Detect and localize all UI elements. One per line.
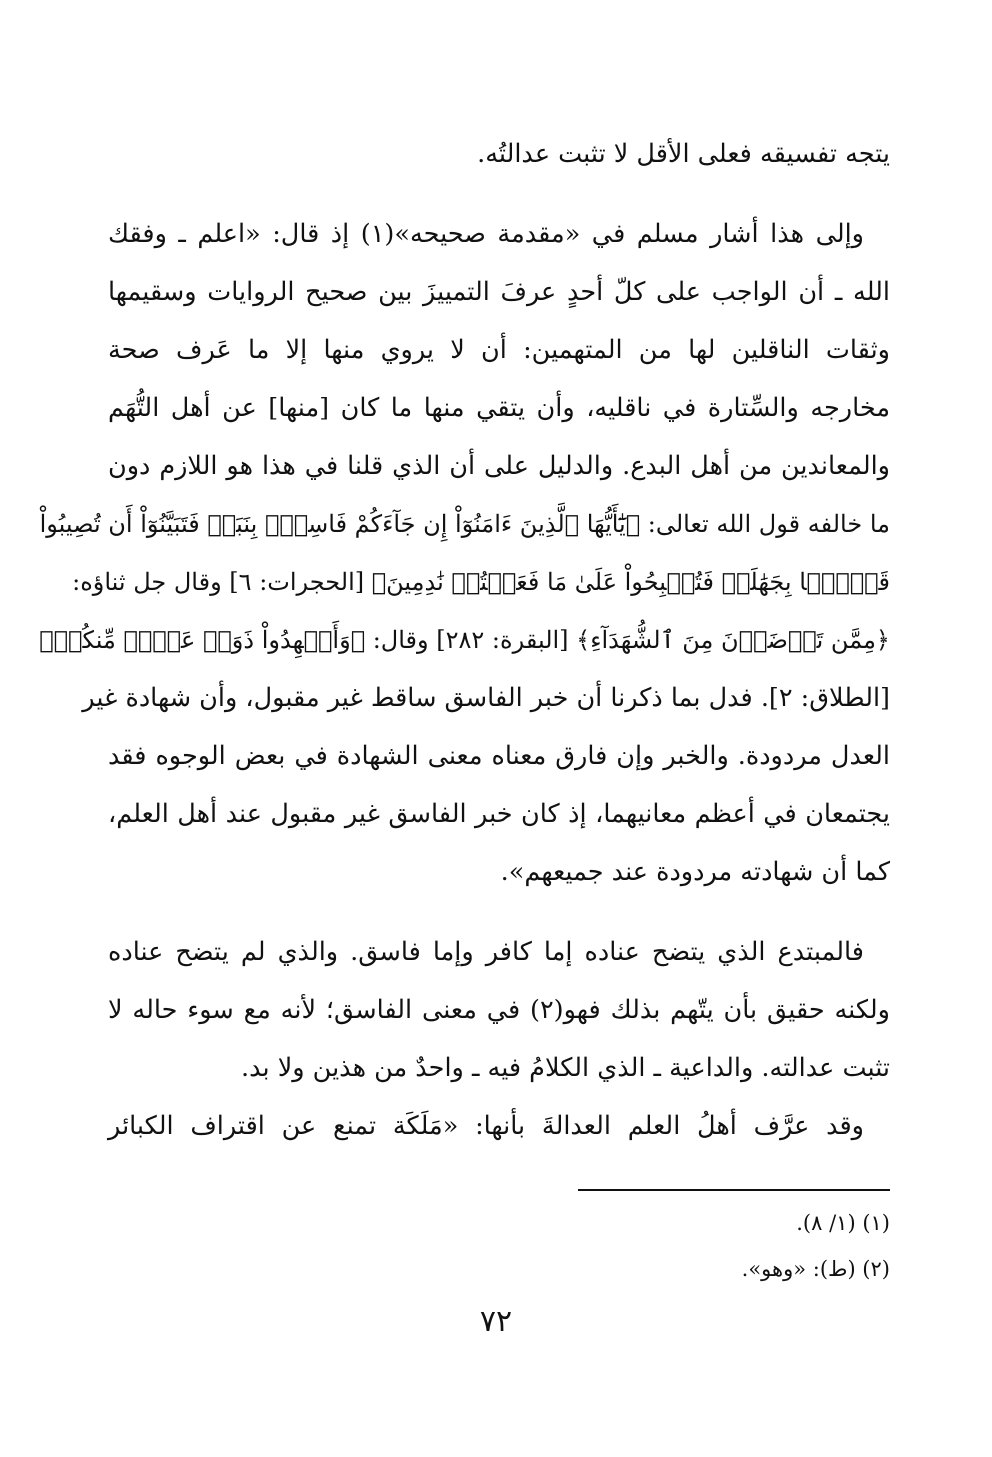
quran-verse-line: ما خالفه قول الله تعالى: ﴿يَٰٓأَيُّهَا ٱلَّذِينَ ءَامَنُوٓاْ إِن جَآءَكُمْ فَاسِقُۢ بِنَبَإٖ فَتَبَيَّنُوٓاْ أَن تُصِيبُواْ xyxy=(39,510,890,538)
footnotes xyxy=(500,1200,890,1292)
paragraph xyxy=(108,125,890,183)
text-line: تثبت عدالته. والداعية ـ الذي الكلامُ فيه ـ واحدٌ من هذين ولا بد. xyxy=(241,1053,890,1083)
footnote: (٢) (ط): «وهو». xyxy=(741,1257,890,1281)
text-line: ولكنه حقيق بأن يتّهم بذلك فهو(٢) في معنى الفاسق؛ لأنه مع سوء حاله لا xyxy=(108,995,891,1025)
text-line: وقد عرَّف أهلُ العلم العدالةَ بأنها: «مَلَكَة تمنع عن اقتراف الكبائر xyxy=(108,1111,864,1141)
text-line: [الطلاق: ٢]. فدل بما ذكرنا أن خبر الفاسق ساقط غير مقبول، وأن شهادة غير xyxy=(82,683,890,713)
footnote-separator xyxy=(578,1189,890,1191)
text-line: وثقات الناقلين لها من المتهمين: أن لا يروي منها إلا ما عَرف صحة xyxy=(108,335,890,365)
text-line: فالمبتدع الذي يتضح عناده إما كافر وإما فاسق. والذي لم يتضح عناده xyxy=(108,937,864,967)
text-line: مخارجه والسِّتارة في ناقليه، وأن يتقي منها ما كان [منها] عن أهل التُّهَم xyxy=(108,393,890,423)
text-line: الله ـ أن الواجب على كلّ أحدٍ عرفَ التمييزَ بين صحيح الروايات وسقيمها xyxy=(108,277,890,307)
page-number: ٧٢ xyxy=(479,1304,513,1339)
text-line: العدل مردودة. والخبر وإن فارق معناه معنى الشهادة في بعض الوجوه فقد xyxy=(108,741,890,771)
main-text xyxy=(39,125,891,1155)
text-line: يجتمعان في أعظم معانيهما، إذ كان خبر الفاسق غير مقبول عند أهل العلم، xyxy=(108,799,890,829)
text-line: كما أن شهادته مردودة عند جميعهم». xyxy=(500,857,890,887)
paragraph-gap xyxy=(108,901,890,923)
paragraph-gap xyxy=(108,183,890,205)
text-line: والمعاندين من أهل البدع. والدليل على أن الذي قلنا في هذا هو اللازم دون xyxy=(108,451,890,481)
text-line: وإلى هذا أشار مسلم في «مقدمة صحيحه»(١) إذ قال: «اعلم ـ وفقك xyxy=(108,219,864,249)
footnote: (١) (١/ ٨). xyxy=(796,1211,890,1235)
paragraph xyxy=(108,923,890,1097)
paragraph xyxy=(108,1097,890,1155)
text-line: يتجه تفسيقه فعلى الأقل لا تثبت عدالتُه. xyxy=(477,139,890,169)
quran-verse-line: قَوۡمَۢا بِجَهَٰلَةٖ فَتُصۡبِحُواْ عَلَىٰ مَا فَعَلۡتُمۡ نَٰدِمِينَ﴾ [الحجرات: ٦] وقال جل ثناؤه: xyxy=(72,568,890,596)
paragraph xyxy=(39,205,890,901)
quran-verse-line: ﴿مِمَّن تَرۡضَوۡنَ مِنَ ٱلشُّهَدَآءِ﴾ [البقرة: ٢٨٢] وقال: ﴿وَأَشۡهِدُواْ ذَوَيۡ عَدۡلٖ مِّنكُمۡ﴾ xyxy=(39,626,890,654)
